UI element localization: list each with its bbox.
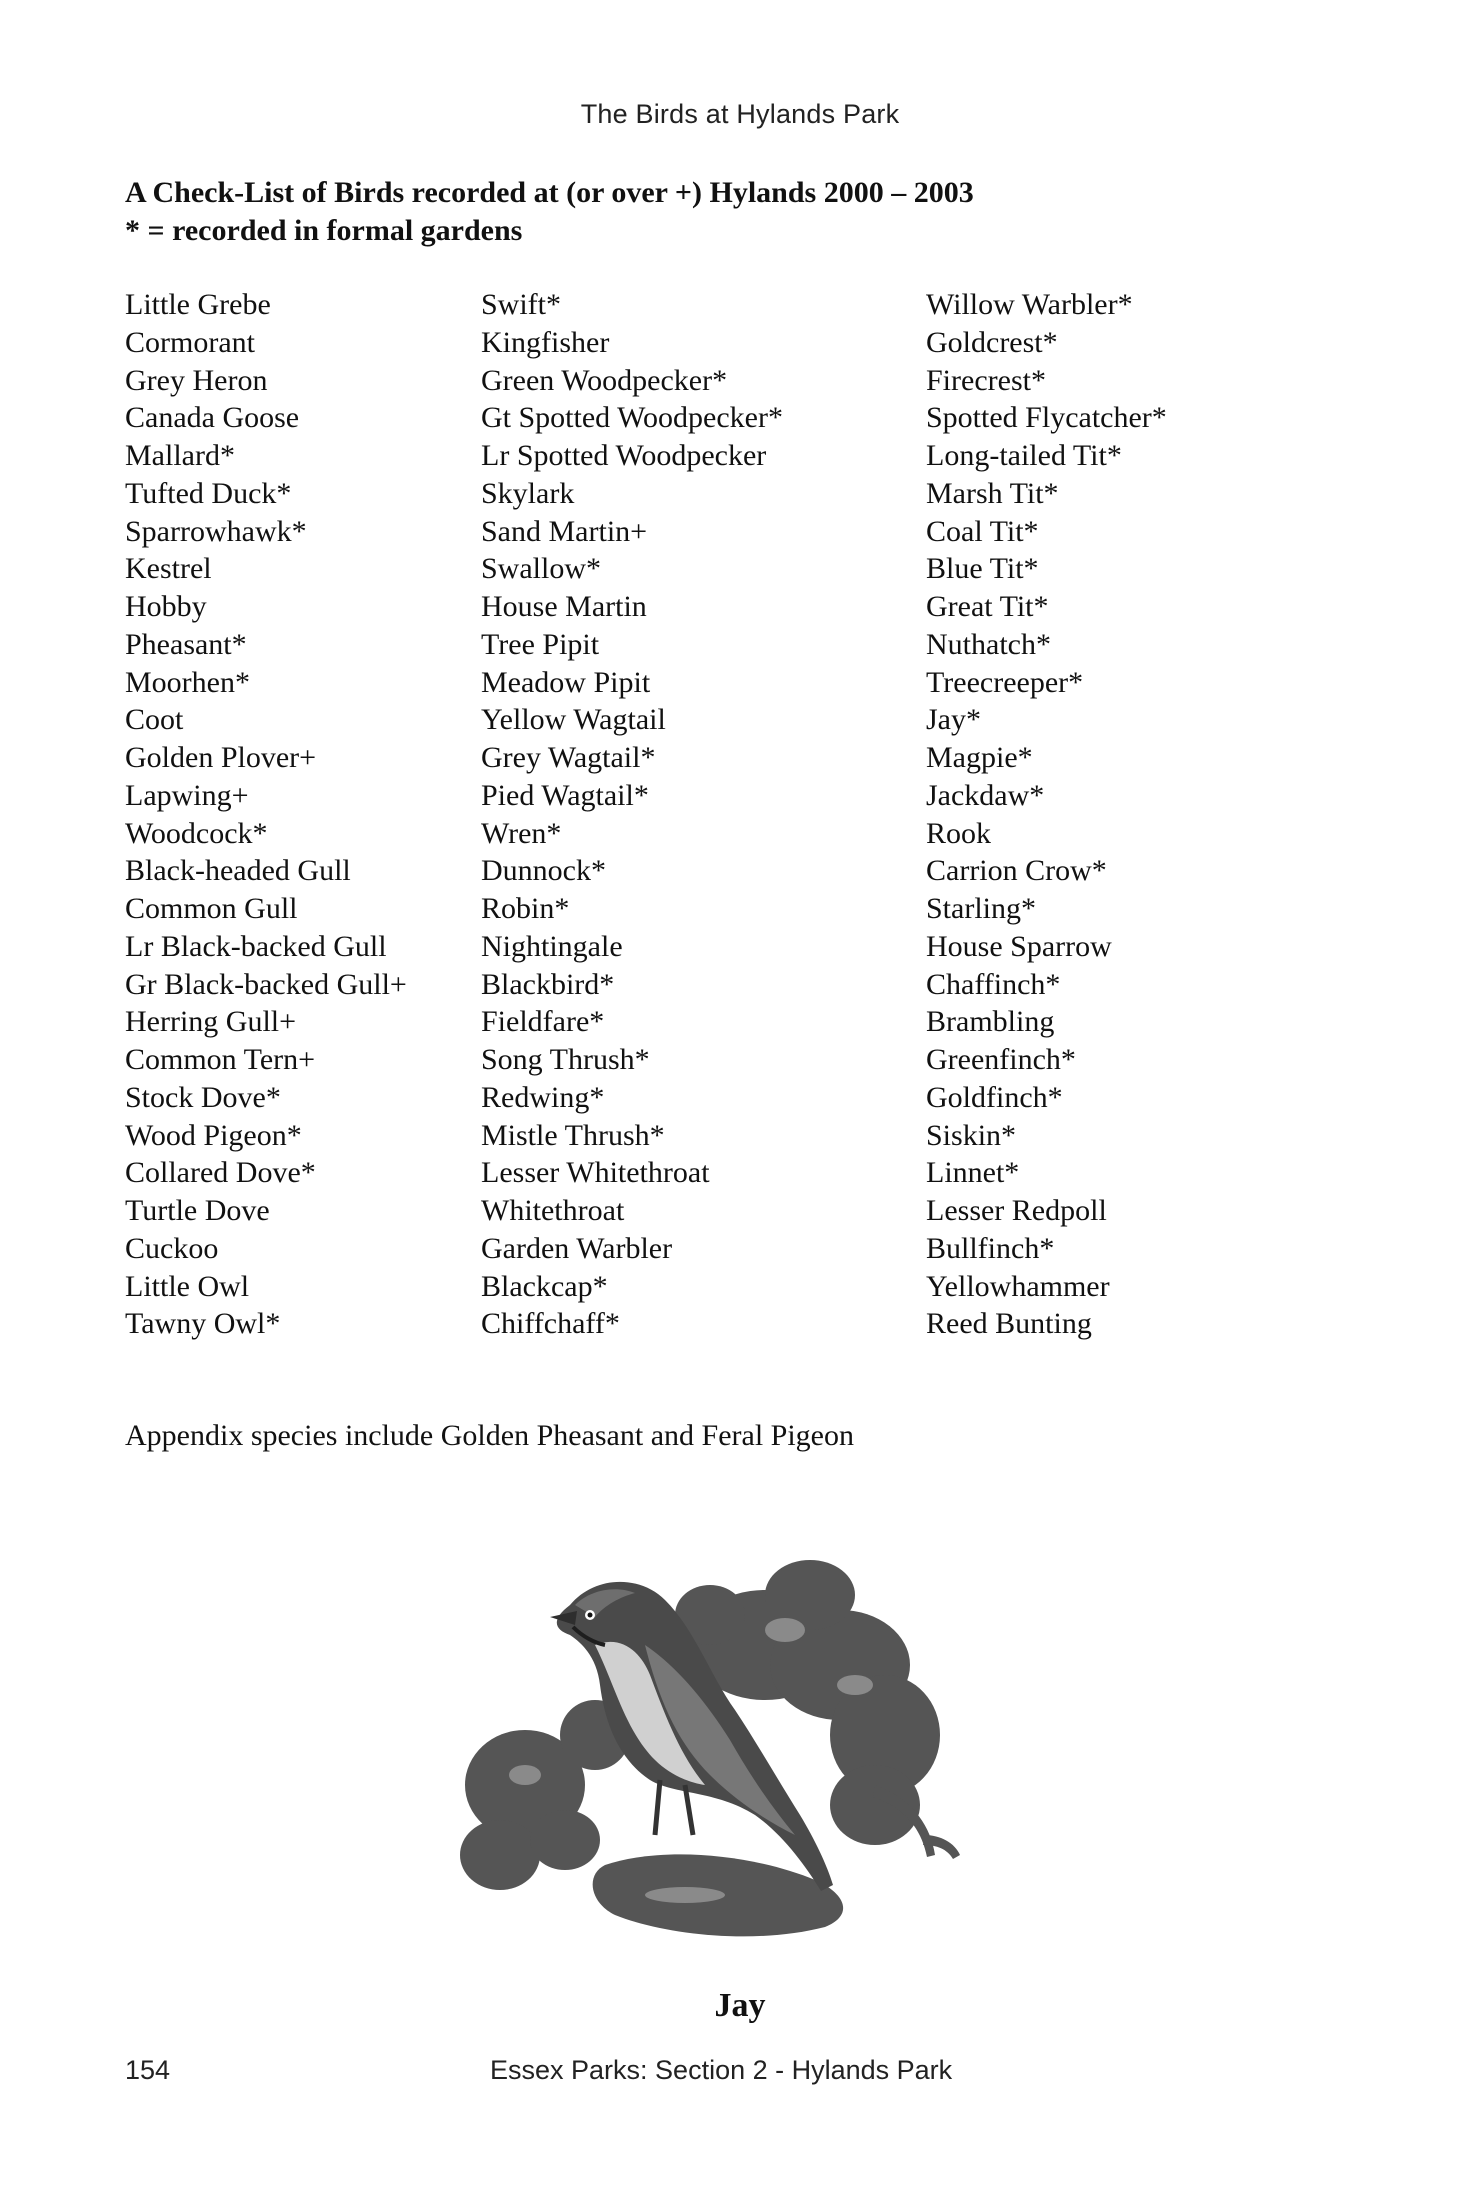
species-item: Reed Bunting	[926, 1307, 1092, 1341]
species-item: Lr Black-backed Gull	[125, 929, 387, 963]
checklist-columns	[0, 286, 1480, 1346]
species-item: Grey Wagtail*	[481, 741, 656, 774]
species-item: Blackbird*	[481, 967, 615, 1001]
species-item: Jackdaw*	[926, 778, 1045, 812]
species-item: Wren*	[481, 816, 562, 850]
species-item: Greenfinch*	[926, 1043, 1076, 1076]
species-item: Tawny Owl*	[125, 1307, 281, 1341]
species-item: Treecreeper*	[926, 665, 1084, 699]
species-item: Coot	[125, 703, 184, 737]
species-item: Common Tern+	[125, 1043, 316, 1076]
species-item: Blackcap*	[481, 1269, 608, 1303]
species-item: Tufted Duck*	[125, 476, 292, 510]
species-item: Swift*	[481, 288, 562, 321]
running-head: The Birds at Hylands Park	[580, 99, 900, 129]
species-item: Black-headed Gull	[125, 854, 351, 888]
species-item: Dunnock*	[481, 854, 606, 888]
species-item: Moorhen*	[125, 665, 250, 699]
species-item: Golden Plover+	[125, 741, 317, 774]
species-column-1	[125, 286, 407, 1343]
species-item: House Sparrow	[926, 929, 1112, 963]
species-item: Blue Tit*	[926, 552, 1039, 586]
species-item: Mallard*	[125, 439, 235, 472]
species-item: Chaffinch*	[926, 967, 1061, 1001]
species-item: Coal Tit*	[926, 514, 1039, 548]
species-item: Little Grebe	[125, 288, 271, 321]
species-item: Common Gull	[125, 892, 298, 925]
illustration-caption: Jay	[714, 1987, 766, 2024]
checklist-title	[125, 174, 1325, 250]
species-item: Collared Dove*	[125, 1156, 316, 1190]
species-item: Woodcock*	[125, 816, 268, 850]
species-item: Sand Martin+	[481, 514, 648, 548]
species-item: Yellow Wagtail	[481, 703, 666, 737]
jay-bird-engraving-icon	[455, 1535, 1045, 1955]
species-column-3	[926, 286, 1167, 1343]
species-item: Nuthatch*	[926, 627, 1051, 661]
species-item: Cormorant	[125, 325, 255, 359]
species-item: Fieldfare*	[481, 1005, 605, 1039]
species-item: Redwing*	[481, 1080, 605, 1114]
running-foot: Essex Parks: Section 2 - Hylands Park	[490, 2055, 953, 2085]
species-item: Siskin*	[926, 1118, 1017, 1152]
species-item: Lesser Redpoll	[926, 1194, 1107, 1227]
species-item: Garden Warbler	[481, 1231, 673, 1265]
species-item: Jay*	[926, 703, 981, 737]
species-item: Grey Heron	[125, 363, 268, 397]
species-item: Firecrest*	[926, 363, 1046, 397]
species-item: Wood Pigeon*	[125, 1118, 302, 1152]
species-item: Bullfinch*	[926, 1231, 1055, 1265]
species-item: Hobby	[125, 590, 207, 623]
species-item: Turtle Dove	[125, 1194, 270, 1227]
species-item: Whitethroat	[481, 1194, 625, 1227]
species-item: Linnet*	[926, 1156, 1020, 1190]
species-item: Tree Pipit	[481, 627, 600, 661]
species-item: Starling*	[926, 892, 1036, 925]
species-item: Goldfinch*	[926, 1080, 1063, 1114]
species-item: Herring Gull+	[125, 1005, 297, 1039]
species-item: Spotted Flycatcher*	[926, 401, 1167, 435]
species-item: Little Owl	[125, 1269, 250, 1303]
species-item: Great Tit*	[926, 590, 1049, 623]
species-item: Lesser Whitethroat	[481, 1156, 710, 1190]
species-item: Green Woodpecker*	[481, 363, 728, 397]
species-item: Pheasant*	[125, 627, 247, 661]
species-item: House Martin	[481, 590, 647, 623]
species-item: Willow Warbler*	[926, 288, 1133, 321]
species-item: Lapwing+	[125, 778, 249, 812]
species-item: Gt Spotted Woodpecker*	[481, 401, 783, 435]
page-number: 154	[125, 2055, 171, 2085]
species-item: Carrion Crow*	[926, 854, 1107, 888]
species-item: Magpie*	[926, 741, 1033, 774]
species-item: Long-tailed Tit*	[926, 439, 1122, 472]
species-item: Yellowhammer	[926, 1269, 1110, 1303]
species-item: Nightingale	[481, 929, 623, 963]
species-item: Swallow*	[481, 552, 601, 586]
species-item: Skylark	[481, 476, 575, 510]
species-item: Pied Wagtail*	[481, 778, 649, 812]
species-item: Chiffchaff*	[481, 1307, 620, 1341]
species-item: Cuckoo	[125, 1231, 219, 1265]
species-item: Mistle Thrush*	[481, 1118, 665, 1152]
species-item: Song Thrush*	[481, 1043, 650, 1076]
species-item: Meadow Pipit	[481, 665, 651, 699]
species-item: Lr Spotted Woodpecker	[481, 439, 767, 472]
checklist-legend-line: * = recorded in formal gardens	[125, 214, 523, 247]
species-item: Gr Black-backed Gull+	[125, 967, 407, 1001]
species-item: Robin*	[481, 892, 570, 925]
species-item: Goldcrest*	[926, 325, 1058, 359]
species-column-2	[481, 286, 783, 1343]
species-item: Marsh Tit*	[926, 476, 1059, 510]
species-item: Rook	[926, 816, 992, 850]
checklist-title-line: A Check-List of Birds recorded at (or over +) Hylands 2000 – 2003	[125, 176, 974, 209]
species-item: Stock Dove*	[125, 1080, 281, 1114]
species-item: Brambling	[926, 1005, 1055, 1039]
species-item: Canada Goose	[125, 401, 300, 435]
species-item: Kingfisher	[481, 325, 610, 359]
species-item: Kestrel	[125, 552, 212, 586]
appendix-note: Appendix species include Golden Pheasant and Feral Pigeon	[125, 1419, 854, 1452]
species-item: Sparrowhawk*	[125, 514, 307, 548]
